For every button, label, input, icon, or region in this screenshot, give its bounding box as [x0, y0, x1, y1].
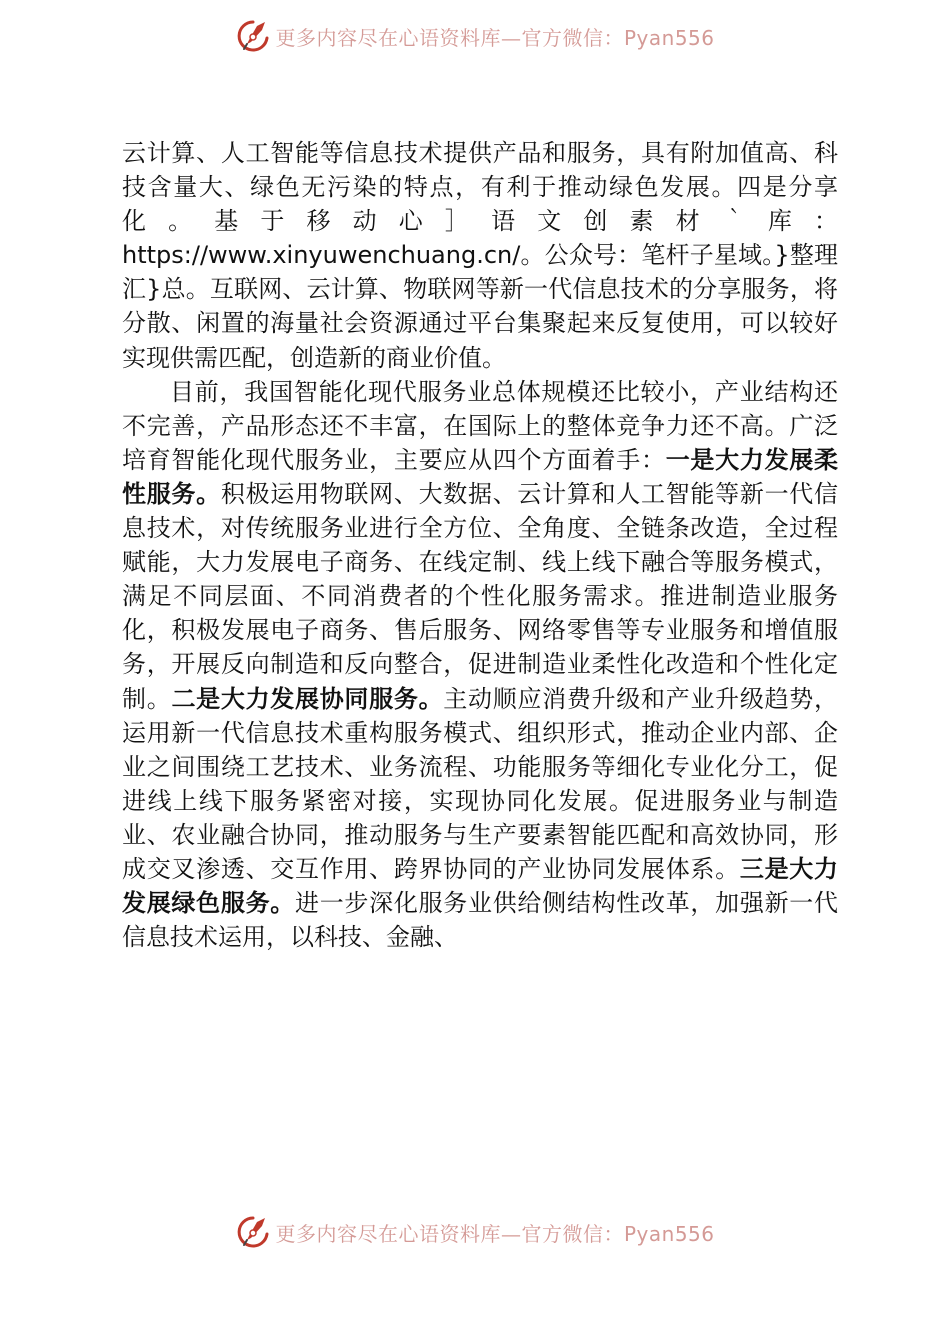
footer-banner-text	[275, 1218, 714, 1247]
header-banner-label: 更多内容尽在心语资料库—官方微信：	[275, 25, 624, 50]
header-banner-inner	[235, 18, 714, 54]
pen-nib-logo-icon	[235, 1214, 271, 1250]
document-body	[122, 136, 838, 954]
paragraph-2-flexible-detail: 积极运用物联网、大数据、云计算和人工智能等新一代信息技术，对传统服务业进行全方位、全角度、全链条改造，全过程赋能，大力发展电子商务、在线定制、线上线下融合等服务模式，满足不同层面、不同消费者的个性化服务需求。推进制造业服务化，积极发展电子商务、售后服务、网络零售等专业服务和增值服务，开展反向制造和反向整合，促进制造业柔性化改造和个性化定制。	[122, 479, 839, 713]
bold-heading-collaborative-services: 二是大力发展协同服务。	[171, 684, 444, 713]
footer-banner-handle: Pyan556	[623, 1221, 715, 1246]
paragraph-2	[122, 375, 838, 955]
bold-heading-green-services: 三是大力发展绿色服务。	[122, 854, 839, 918]
paragraph-2-intro: 目前，我国智能化现代服务业总体规模还比较小，产业结构还不完善，产品形态还不丰富，在国际上的整体竞争力还不高。广泛培育智能化现代服务业，主要应从四个方面着手：	[122, 377, 838, 474]
paragraph-2-green-detail: 进一步深化服务业供给侧结构性改革，加强新一代信息技术运用，以科技、金融、	[122, 889, 838, 952]
header-banner	[0, 14, 950, 58]
paragraph-2-collaborative-detail: 主动顺应消费升级和产业升级趋势，运用新一代信息技术重构服务模式、组织形式，推动企业内部、企业之间围绕工艺技术、业务流程、功能服务等细化专业化分工，促进线上线下服务紧密对接，实现协同化发展。促进服务业与制造业、农业融合协同，推动服务与生产要素智能匹配和高效协同，形成交叉渗透、交互作用、跨界协同的产业协同发展体系。	[122, 684, 839, 883]
footer-banner-inner	[235, 1214, 714, 1250]
bold-heading-flexible-services: 一是大力发展柔性服务。	[122, 445, 839, 508]
header-banner-handle: Pyan556	[623, 25, 715, 50]
paragraph-1: 云计算、人工智能等信息技术提供产品和服务，具有附加值高、科技含量大、绿色无污染的特点，有利于推动绿色发展。四是分享化。基于移动心］语文创素材｀库：https://www.xinyuwenchuang.cn/。公众号：笔杆子星域。}整理汇}总。互联网、云计算、物联网等新一代信息技术的分享服务，将分散、闲置的海量社会资源通过平台集聚起来反复使用，可以较好实现供需匹配，创造新的商业价值。	[122, 139, 838, 372]
header-banner-text	[275, 22, 714, 51]
footer-banner	[0, 1210, 950, 1254]
pen-nib-logo-icon	[235, 18, 271, 54]
footer-banner-label: 更多内容尽在心语资料库—官方微信：	[275, 1221, 624, 1246]
